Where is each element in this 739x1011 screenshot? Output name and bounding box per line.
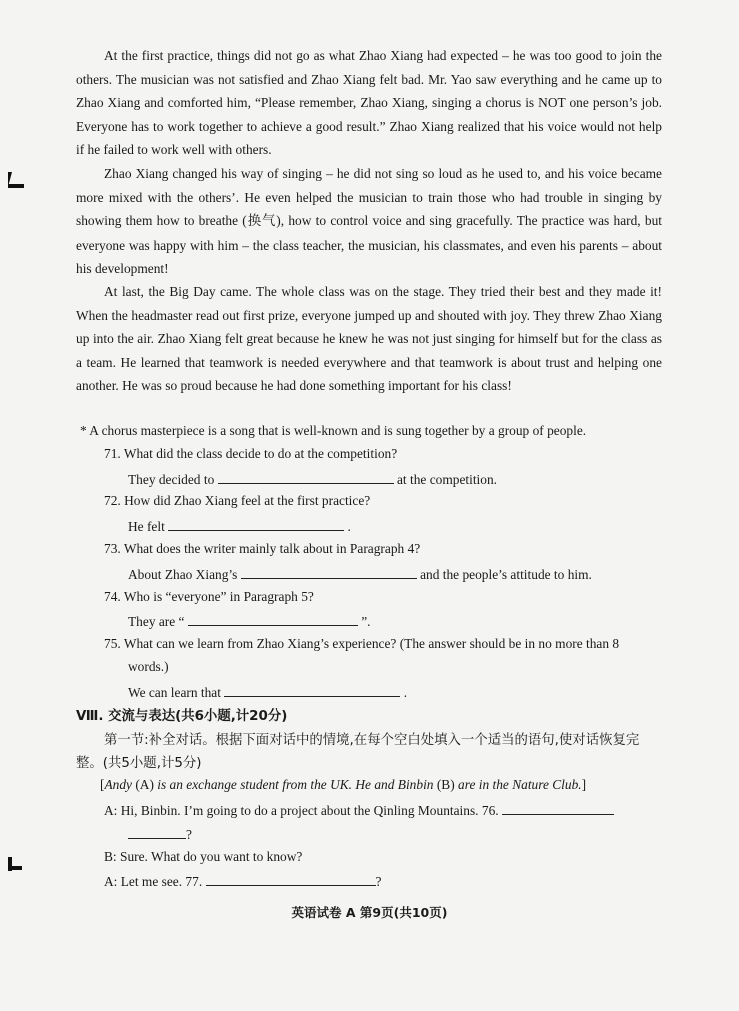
dialogue-line-a1: A: Hi, Binbin. I’m going to do a project about the Qinling Mountains. 76.: [104, 801, 614, 819]
dialogue-line-a2: A: Let me see. 77. ?: [104, 874, 382, 889]
answer-prefix: They decided to: [128, 472, 215, 487]
answer-suffix: ”.: [361, 614, 371, 629]
paragraph-3: At the first practice, things did not go as what Zhao Xiang had expected – he was too good to join the others. The musician was not satisfied and Zhao Xiang felt bad. Mr. Yao saw everything and he came up to Zhao Xiang and comforted him, “Please remember, Zhao Xiang, singing a chorus is NOT one person’s job. Everyone has to work together to achieve a good result.” Zhao Xiang realized that his voice would not help if he failed to work well with others.: [76, 48, 662, 157]
answer-suffix: at the competition.: [396, 472, 498, 487]
answer-blank[interactable]: [218, 470, 394, 484]
answer-blank-76[interactable]: [128, 825, 186, 839]
answer-prefix: About Zhao Xiang’s: [128, 567, 238, 582]
question-75: 75. What can we learn from Zhao Xiang’s experience? (The answer should be in no more than 8: [104, 636, 620, 651]
paragraph-text: Zhao Xiang changed his way of singing – he did not sing so loud as he used to, and his voice became more mixed with the others’. He even helped the musician to train those who had trouble in singing by showing them how to breathe (: [76, 166, 662, 228]
answer-blank[interactable]: [224, 683, 400, 697]
answer-74: [128, 612, 371, 630]
answer-blank[interactable]: [188, 612, 358, 626]
answer-73: [128, 565, 592, 583]
answer-blank[interactable]: [168, 517, 344, 531]
margin-mark: [8, 184, 24, 188]
answer-blank-77[interactable]: [206, 872, 376, 886]
question-73: 73. What does the writer mainly talk about in Paragraph 4?: [104, 541, 421, 556]
answer-suffix: and the people’s attitude to him.: [420, 567, 592, 582]
question-72: 72. How did Zhao Xiang feel at the first practice?: [104, 493, 371, 508]
answer-blank-76[interactable]: [502, 801, 614, 815]
answer-prefix: We can learn that: [128, 685, 221, 700]
answer-prefix: They are “: [128, 614, 185, 629]
footnote: * A chorus masterpiece is a song that is well-known and is sung together by a group of people.: [80, 423, 587, 438]
answer-suffix: .: [347, 519, 351, 534]
paragraph-5: At last, the Big Day came. The whole class was on the stage. They tried their best and they made it! When the headmaster read out first prize, everyone jumped up and shouted with joy. They threw Zhao Xiang up into the air. Zhao Xiang felt great because he knew he was not just singing for himself but for the class as a team. He learned that teamwork is needed everywhere and that teamwork is about trust and helping one another. He was so proud because he had done something important for his class!: [76, 284, 662, 393]
answer-blank[interactable]: [241, 565, 417, 579]
question-74: 74. Who is “everyone” in Paragraph 5?: [104, 589, 314, 604]
dialogue-line-a1-cont: ?: [128, 825, 192, 843]
dialogue-intro: [Andy (A) is an exchange student from the UK. He and Binbin (B) are in the Nature Club.]: [100, 777, 587, 792]
section-instructions: 第一节:补全对话。根据下面对话中的情境,在每个空白处填入一个适当的语句,使对话恢复完整。(共5小题,计5分): [76, 733, 640, 771]
question-71: 71. What did the class decide to do at the competition?: [104, 446, 398, 461]
paragraph-text: ), how to control voice and sing gracefully. The practice was hard, but everyone was happy with him – the class teacher, the musician, his classmates, and even his parents – about his development!: [76, 213, 663, 276]
margin-mark: [8, 866, 22, 870]
dialogue-line-b1: B: Sure. What do you want to know?: [104, 849, 303, 864]
answer-suffix: .: [403, 685, 408, 700]
answer-71: [128, 470, 497, 488]
question-75-cont: words.): [128, 659, 169, 674]
answer-prefix: He felt: [128, 519, 165, 534]
page-footer: 英语试卷 A 第9页(共10页): [291, 905, 448, 920]
paragraph-text: 换气: [246, 214, 277, 229]
paragraph-4: [76, 162, 662, 281]
section-heading: Ⅷ. 交流与表达(共6小题,计20分): [76, 709, 288, 724]
answer-72: [128, 517, 351, 535]
answer-75: [128, 683, 407, 701]
